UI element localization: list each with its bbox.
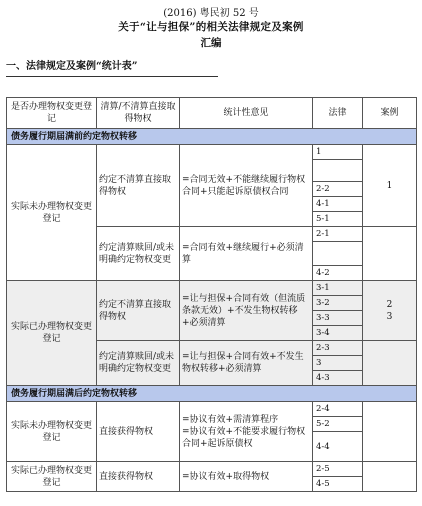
law-cell: 2-5 [313,462,363,477]
table-row [7,281,417,296]
registration-cell: 实际未办理物权变更登记 [7,402,97,462]
case-cell [363,341,417,386]
case-cell [363,227,417,281]
law-cell: 4-2 [313,266,363,281]
table-row [7,145,417,160]
mode-cell: 直接获得物权 [97,462,180,492]
header-cell: 案例 [363,98,417,129]
opinion-cell: =协议有效+取得物权 [180,462,313,492]
law-cell: 5-1 [313,212,363,227]
document-subtitle: 汇编 [200,37,222,49]
opinion-cell: =合同无效+不能继续履行物权合同+只能起诉原债权合同 [180,145,313,227]
law-cell: 3 [313,356,363,371]
law-cell: 3-1 [313,281,363,296]
mode-cell: 约定清算赎回/或未明确约定物权变更 [97,341,180,386]
section-heading: 一、法律规定及案例“统计表” [6,58,218,77]
case-cell [363,462,417,492]
document-number: (2016) 粤民初 52 号 [163,8,259,19]
law-cell: 2-2 [313,182,363,197]
header-cell: 统计性意见 [180,98,313,129]
registration-cell: 实际已办理物权变更登记 [7,462,97,492]
law-cell: 3-3 [313,311,363,326]
case-cell [363,402,417,462]
case-cell: 1 [363,145,417,227]
mode-cell: 约定不清算直接取得物权 [97,281,180,341]
header-cell: 是否办理物权变更登记 [7,98,97,129]
header-cell: 法律 [313,98,363,129]
law-cell: 1 [313,145,363,160]
group-band-row [7,129,417,145]
registration-cell: 实际未办理物权变更登记 [7,145,97,281]
law-cell: 2-3 [313,341,363,356]
group-band: 债务履行期届满后约定物权转移 [7,386,417,402]
statistics-table [6,97,417,492]
mode-cell: 约定不清算直接取得物权 [97,145,180,227]
opinion-cell: =让与担保+合同有效（但流质条款无效）+不发生物权转移+必须清算 [180,281,313,341]
header-cell: 清算/不清算直接取得物权 [97,98,180,129]
opinion-cell: =让与担保+合同有效+不发生物权转移+必须清算 [180,341,313,386]
mode-cell: 约定清算赎回/或未明确约定物权变更 [97,227,180,281]
law-cell: 5-2 [313,417,363,432]
law-cell: 3-4 [313,326,363,341]
law-cell: 4-1 [313,197,363,212]
case-cell: 2 3 [363,281,417,341]
law-cell: 4-5 [313,477,363,492]
mode-cell: 直接获得物权 [97,402,180,462]
opinion-cell: =合同有效+继续履行+必须清算 [180,227,313,281]
law-cell [313,160,363,182]
table-header-row [7,98,417,129]
law-cell: 3-2 [313,296,363,311]
table-row [7,462,417,477]
law-cell [313,242,363,266]
law-cell: 2-4 [313,402,363,417]
registration-cell: 实际已办理物权变更登记 [7,281,97,386]
law-cell: 2-1 [313,227,363,242]
law-cell: 4-4 [313,432,363,462]
table-row [7,402,417,417]
law-cell: 4-3 [313,371,363,386]
document-title: 关于“让与担保”的相关法律规定及案例 [118,21,304,33]
group-band-row [7,386,417,402]
group-band: 债务履行期届满前约定物权转移 [7,129,417,145]
opinion-cell: =协议有效+需清算程序 =协议有效+不能要求履行物权合同+起诉原债权 [180,402,313,462]
